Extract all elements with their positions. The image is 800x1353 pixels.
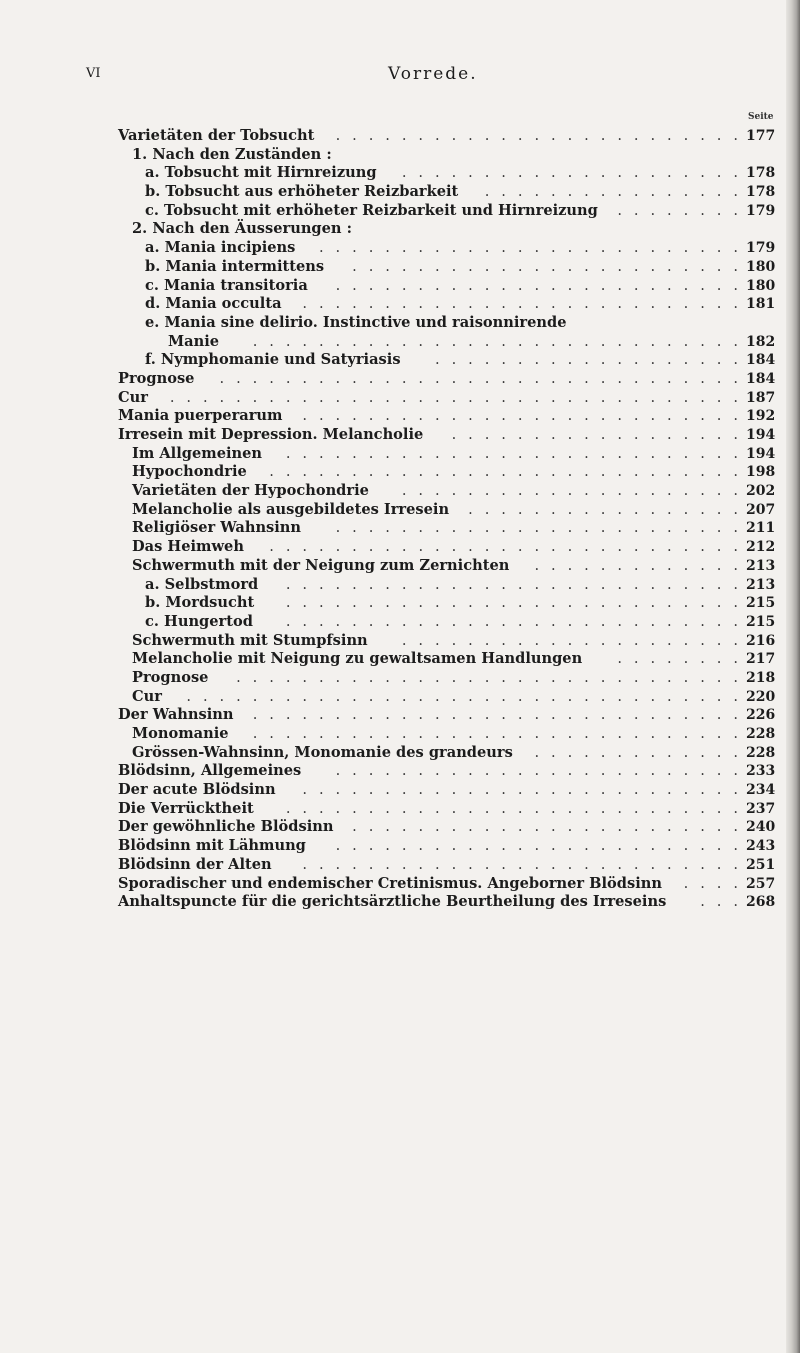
toc-entry [0,389,800,408]
dot-leader: . . . . . . . . . . . . . [534,556,738,574]
dot-leader: . . . . . . . . . . . . . . . . . . [451,426,738,443]
toc-entry-page: 180 [746,277,776,294]
dot-leader: . . . . . . . . . . . . . . . . . . . . . . . . [352,818,738,836]
dot-leader: . . . . . . . . . . . . . . . . . . . . . . . . . . . . . . [252,725,738,742]
toc-entry [0,744,800,763]
toc-entry-page: 181 [746,296,776,313]
toc-entry-page: 178 [746,184,776,201]
dot-leader: . . . . . . . . . . . . . . . . . . . . . . . . . . [318,239,738,257]
toc-entry [0,164,800,183]
dot-leader: . . . . . . . . . . . . . . . . . . . . . . . . . . . . . . [252,706,738,724]
toc-entry [0,370,800,389]
toc-entry [0,800,800,819]
toc-entry-label: Prognose [132,668,209,686]
toc-entry-page: 257 [746,875,776,892]
toc-entry-page: 192 [746,408,776,425]
toc-entry-label: Cur [132,687,162,705]
toc-entry-label: Mania puerperarum [118,407,283,425]
dot-leader: . . . . . . . . . . . . . . . . . . . . . . . . . . . [302,295,738,313]
dot-leader: . . . . . . . . . . . . . . . . . . . . . . . . . . . . [285,594,738,612]
toc-entry [0,295,800,314]
dot-leader: . . . . . . . . . . . . . . . . . . . . . [401,482,738,500]
toc-entry-page: 179 [746,202,776,219]
toc-entry [0,632,800,651]
dot-leader: . . . . . . . . . . . . . . . . . . . . . . . . . . . . [285,575,738,593]
toc-entry-label: Hypochondrie [132,463,247,481]
toc-entry [0,837,800,856]
toc-entry [0,669,800,688]
toc-entry-page: 212 [746,539,776,556]
toc-entry [0,893,800,912]
toc-entry [0,856,800,875]
dot-leader: . . . . . . . . . . . . . . . . . [468,500,738,518]
toc-entry-label: a. Tobsucht mit Hirnreizung [145,164,377,182]
toc-entry-label: Der acute Blödsinn [118,781,276,799]
toc-entry-page: 207 [746,501,776,518]
dot-leader: . . . . . . . . . . . . . . . . . . . . . . . . . . . . . . . [236,668,738,686]
dot-leader: . . . . [683,874,738,892]
toc-entry-label: Cur [118,388,148,406]
toc-entry-label: Varietäten der Hypochondrie [132,482,369,500]
toc-entry-page: 217 [746,651,776,668]
toc-entry [0,258,800,277]
toc-entry-page: 211 [746,520,776,537]
dot-leader: . . . . . . . . . . . . . . . . . . . . . . . . . . . . [285,799,738,817]
toc-entry-page: 184 [746,370,776,387]
dot-leader: . . . . . . . . . . . . . . . . . . . . . . . . . . . . [285,612,738,630]
dot-leader: . . . . . . . . . . . . . . . . . . . . . . . . . . . . . [269,463,738,481]
toc-entry-label: Blödsinn der Alten [118,855,272,873]
toc-entry-label: Schwermuth mit Stumpfsinn [132,631,368,649]
dot-leader: . . . . . . . . . . . . . . . . . . . . . . . . . . . . . . . . [219,369,738,387]
toc-entry [0,127,800,146]
toc-entry-label: Melancholie als ausgebildetes Irresein [132,500,450,518]
toc-entry [0,501,800,520]
dot-leader: . . . . . . . . . . . . . . . . . . . . . . . . . [335,519,738,537]
dot-leader: . . . . . . . . . . . . . . . . . . . . . . . . . . . . . [269,538,738,556]
dot-leader: . . . . . . . . . . . . . . . . [484,183,738,201]
toc-entry [0,426,800,445]
toc-entry [0,407,800,426]
toc-entry [0,314,800,333]
toc-entry-page: 180 [746,258,776,275]
toc-entry [0,183,800,202]
page-number: VI [86,66,101,81]
toc-entry-page: 240 [746,819,776,836]
toc-entry-label: 2. Nach den Äusserungen : [132,220,352,238]
toc-entry-label: c. Tobsucht mit erhöheter Reizbarkeit und Hirnreizung [145,201,598,219]
toc-entry-label: Irresein mit Depression. Melancholie [118,426,424,443]
toc-entry-page: 268 [746,894,776,911]
toc-entry-page: 182 [746,333,776,350]
toc-entry-label: Grössen-Wahnsinn, Monomanie des grandeurs [132,743,513,761]
toc-entry-page: 233 [746,763,776,780]
toc-entry [0,557,800,576]
toc-entry [0,351,800,370]
toc-entry-label: c. Hungertod [145,612,253,630]
toc-entry-label: Religiöser Wahnsinn [132,519,302,537]
toc-entry [0,239,800,258]
dot-leader: . . . . . . . . . . . . . [534,743,738,761]
toc-entry-page: 184 [746,352,776,369]
dot-leader: . . . . . . . . . . . . . . . . . . . . . . . . . [335,837,738,855]
dot-leader: . . . . . . . . . . . . . . . . . . . . . . . . [352,257,738,275]
dot-leader: . . . . . . . . . . . . . . . . . . . . . . . . . . . . . . . . . . [186,687,738,705]
toc-entry-label: b. Mania intermittens [145,257,325,275]
toc-entry-page: 228 [746,744,776,761]
dot-leader: . . . . . . . . [617,201,738,219]
toc-entry [0,818,800,837]
toc-entry-label: e. Mania sine delirio. Instinctive und raisonnirende [145,313,567,331]
toc-entry-page: 198 [746,464,776,481]
toc-entry-label: c. Mania transitoria [145,276,308,294]
table-of-contents [0,127,800,912]
toc-entry-page: 187 [746,389,776,406]
toc-entry [0,333,800,352]
toc-entry [0,146,800,165]
toc-entry-page: 237 [746,800,776,817]
toc-entry-label: Prognose [118,369,195,387]
toc-entry [0,706,800,725]
dot-leader: . . . [700,893,738,911]
toc-entry [0,762,800,781]
toc-entry-label: Anhaltspuncte für die gerichtsärztliche Beurtheilung des Irreseins [118,893,667,911]
toc-entry-label: Blödsinn mit Lähmung [118,837,306,855]
dot-leader: . . . . . . . . . . . . . . . . . . . . . . . . . . . . . . [252,332,738,350]
toc-entry [0,220,800,239]
toc-entry-label: b. Tobsucht aus erhöheter Reizbarkeit [145,183,459,201]
toc-entry-page: 216 [746,632,776,649]
toc-entry [0,688,800,707]
dot-leader: . . . . . . . . . . . . . . . . . . . . . . . . . [335,276,738,294]
running-header: Vorrede. [388,64,478,84]
page-column-header: Seite [748,112,774,122]
toc-entry-page: 215 [746,595,776,612]
toc-entry-page: 177 [746,128,776,144]
toc-entry-label: Im Allgemeinen [132,444,263,462]
toc-entry-page: 220 [746,688,776,705]
dot-leader: . . . . . . . . . . . . . . . . . . . . . . . . . . . [302,407,738,425]
dot-leader: . . . . . . . . . . . . . . . . . . . [435,351,738,369]
toc-entry-label: Blödsinn, Allgemeines [118,762,302,780]
toc-entry-page: 251 [746,856,776,873]
toc-entry-label: Sporadischer und endemischer Cretinismus. Angeborner Blödsinn [118,874,662,892]
toc-entry-page: 234 [746,782,776,799]
dot-leader: . . . . . . . . . . . . . . . . . . . . . . . . . . . [302,855,738,873]
toc-entry-label: a. Mania incipiens [145,239,296,257]
toc-entry [0,463,800,482]
toc-entry [0,519,800,538]
toc-entry-page: 226 [746,707,776,724]
toc-entry [0,594,800,613]
toc-entry-page: 228 [746,726,776,742]
toc-entry-label: a. Selbstmord [145,575,259,593]
toc-entry [0,725,800,744]
toc-entry-label: b. Mordsucht [145,594,255,612]
toc-entry-page: 194 [746,427,776,443]
toc-entry-page: 178 [746,165,776,182]
toc-entry [0,781,800,800]
dot-leader: . . . . . . . . . . . . . . . . . . . . . . . . . [335,127,738,144]
toc-entry-page: 213 [746,576,776,593]
dot-leader: . . . . . . . . . . . . . . . . . . . . . . . . . [335,762,738,780]
toc-entry [0,482,800,501]
toc-entry-label: d. Mania occulta [145,295,282,313]
toc-entry [0,538,800,557]
toc-entry [0,445,800,464]
toc-entry [0,613,800,632]
toc-entry-label: Der Wahnsinn [118,706,234,724]
dot-leader: . . . . . . . . . . . . . . . . . . . . . . . . . . . . [285,444,738,462]
toc-entry-page: 218 [746,669,776,686]
toc-entry-page: 194 [746,445,776,462]
dot-leader: . . . . . . . . . . . . . . . . . . . . . [401,631,738,649]
toc-entry [0,650,800,669]
toc-entry-label: Varietäten der Tobsucht [118,127,315,144]
toc-entry-label: Der gewöhnliche Blödsinn [118,818,334,836]
dot-leader: . . . . . . . . . . . . . . . . . . . . . . . . . . . [302,781,738,799]
toc-entry-page: 202 [746,483,776,500]
toc-entry-label: Monomanie [132,725,229,742]
toc-entry-label: Die Verrücktheit [118,799,254,817]
toc-entry-label: Manie [168,332,220,350]
dot-leader: . . . . . . . . . . . . . . . . . . . . . [401,164,738,182]
dot-leader: . . . . . . . . [617,650,738,668]
toc-entry-label: f. Nymphomanie und Satyriasis [145,351,401,369]
toc-entry [0,202,800,221]
toc-entry-label: 1. Nach den Zuständen : [132,145,332,163]
toc-entry [0,875,800,894]
toc-entry [0,576,800,595]
toc-entry-label: Melancholie mit Neigung zu gewaltsamen Handlungen [132,650,583,668]
toc-entry-page: 179 [746,240,776,257]
toc-entry-label: Schwermuth mit der Neigung zum Zernichten [132,556,510,574]
toc-entry [0,277,800,296]
toc-entry-label: Das Heimweh [132,538,244,556]
toc-entry-page: 213 [746,557,776,574]
toc-entry-page: 243 [746,838,776,855]
toc-entry-page: 215 [746,613,776,630]
dot-leader: . . . . . . . . . . . . . . . . . . . . . . . . . . . . . . . . . . . [169,388,738,406]
